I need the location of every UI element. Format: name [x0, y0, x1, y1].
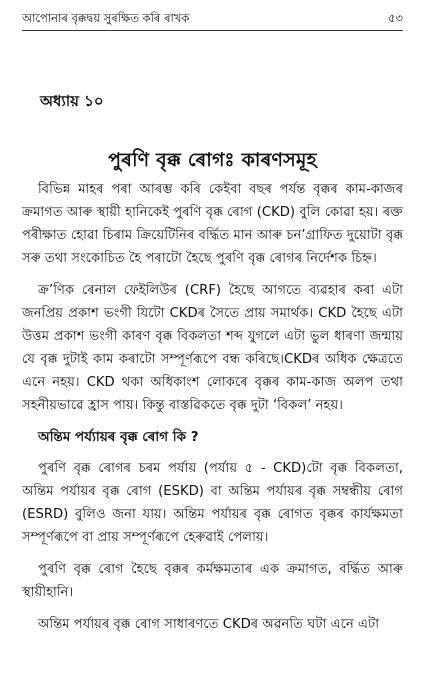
- chapter-label: অধ্যায় ১০: [40, 92, 104, 110]
- paragraph-2: ক্ৰ’ণিক ৰেনাল ফেইলিউৰ (CRF) হৈছে আগতে ব্যৱহাৰ কৰা এটা জনপ্ৰিয় প্ৰকাশ ভংগী যিটো CKDৰ সৈতে প্ৰায় সমাৰ্থক। CKD হৈছে এটা উত্তম প্ৰকাশ ভংগী কাৰণ বৃক্ক বিকলতা শব্দ যুগলে এটা ভুল ধাৰণা জন্মায় যে বৃক্ক দুটাই কাম কৰাটো সম্পূৰ্ণৰূপে বন্ধ কৰিছে।CKDৰ অধিক ক্ষেত্ৰতে এনে নহয়। CKD থকা অধিকাংশ লোকৰে বৃক্কৰ কাম-কাজ অলপ তথা সহনীয়ভাৱে হ্ৰাস পায়। কিন্তু বাস্তৱিকতে বৃক্ক দুটা ‘বিকল’ নহয়।: [22, 283, 403, 413]
- page-title: পুৰণি বৃক্ক ৰোগঃ কাৰণসমূহ: [108, 149, 317, 171]
- running-header: [22, 10, 403, 29]
- paragraph-1: বিভিন্ন মাহৰ পৰা আৰম্ভ কৰি কেইবা বছৰ পৰ্যন্ত বৃক্কৰ কাম-কাজৰ ক্ৰমাগত আৰু স্থায়ী হানিকেই পুৰণি বৃক্ক ৰোগ (CKD) বুলি কোৱা হয়। ৰক্ত পৰীক্ষাত হোৱা চিৰাম ক্ৰিয়েটিনিৰ বৰ্দ্ধিত মান আৰু চন’গ্ৰাফিত দুয়োটা বৃক্ক সৰু তথা সংকোচিত হৈ পৰাটো হৈছে পুৰণি বৃক্ক ৰোগৰ নিৰ্দেশক চিহ্ন।: [22, 182, 403, 266]
- page-number: ৫৩: [388, 11, 403, 25]
- paragraph-5: অন্তিম পৰ্যায়ৰ বৃক্ক ৰোগ সাধাৰণতে CKDৰ অৱনতি ঘটা এনে এটা: [38, 617, 380, 632]
- paragraph-3: পুৰণি বৃক্ক ৰোগৰ চৰম পৰ্যায় (পৰ্যায় ৫ - CKD)টো বৃক্ক বিকলতা, অন্তিম পৰ্যায়ৰ বৃক্ক ৰোগ (ESKD) বা অন্তিম পৰ্যায়ৰ বৃক্ক সম্বন্ধীয় ৰোগ (ESRD) বুলিও জনা যায়। অন্তিম পৰ্যায়ৰ বৃক্ক ৰোগত বৃক্কৰ কাৰ্যক্ষমতা সম্পূৰ্ণৰূপে বা প্ৰায় সম্পূৰ্ণৰূপে হেৰুৱাই পেলায়।: [22, 461, 403, 545]
- body-text: [22, 178, 403, 645]
- section-heading: অন্তিম পৰ্য্যায়ৰ বৃক্ক ৰোগ কি ?: [38, 429, 199, 445]
- running-title: আপোনাৰ বৃক্কদ্বয় সুৰক্ষিত কৰি ৰাখক: [22, 11, 190, 25]
- header-rule: [22, 30, 403, 31]
- paragraph-4: পুৰণি বৃক্ক ৰোগ হৈছে বৃক্কৰ কৰ্মক্ষমতাৰ এক ক্ৰমাগত, বৰ্দ্ধিত আৰু স্থায়ীহানি।: [22, 562, 403, 600]
